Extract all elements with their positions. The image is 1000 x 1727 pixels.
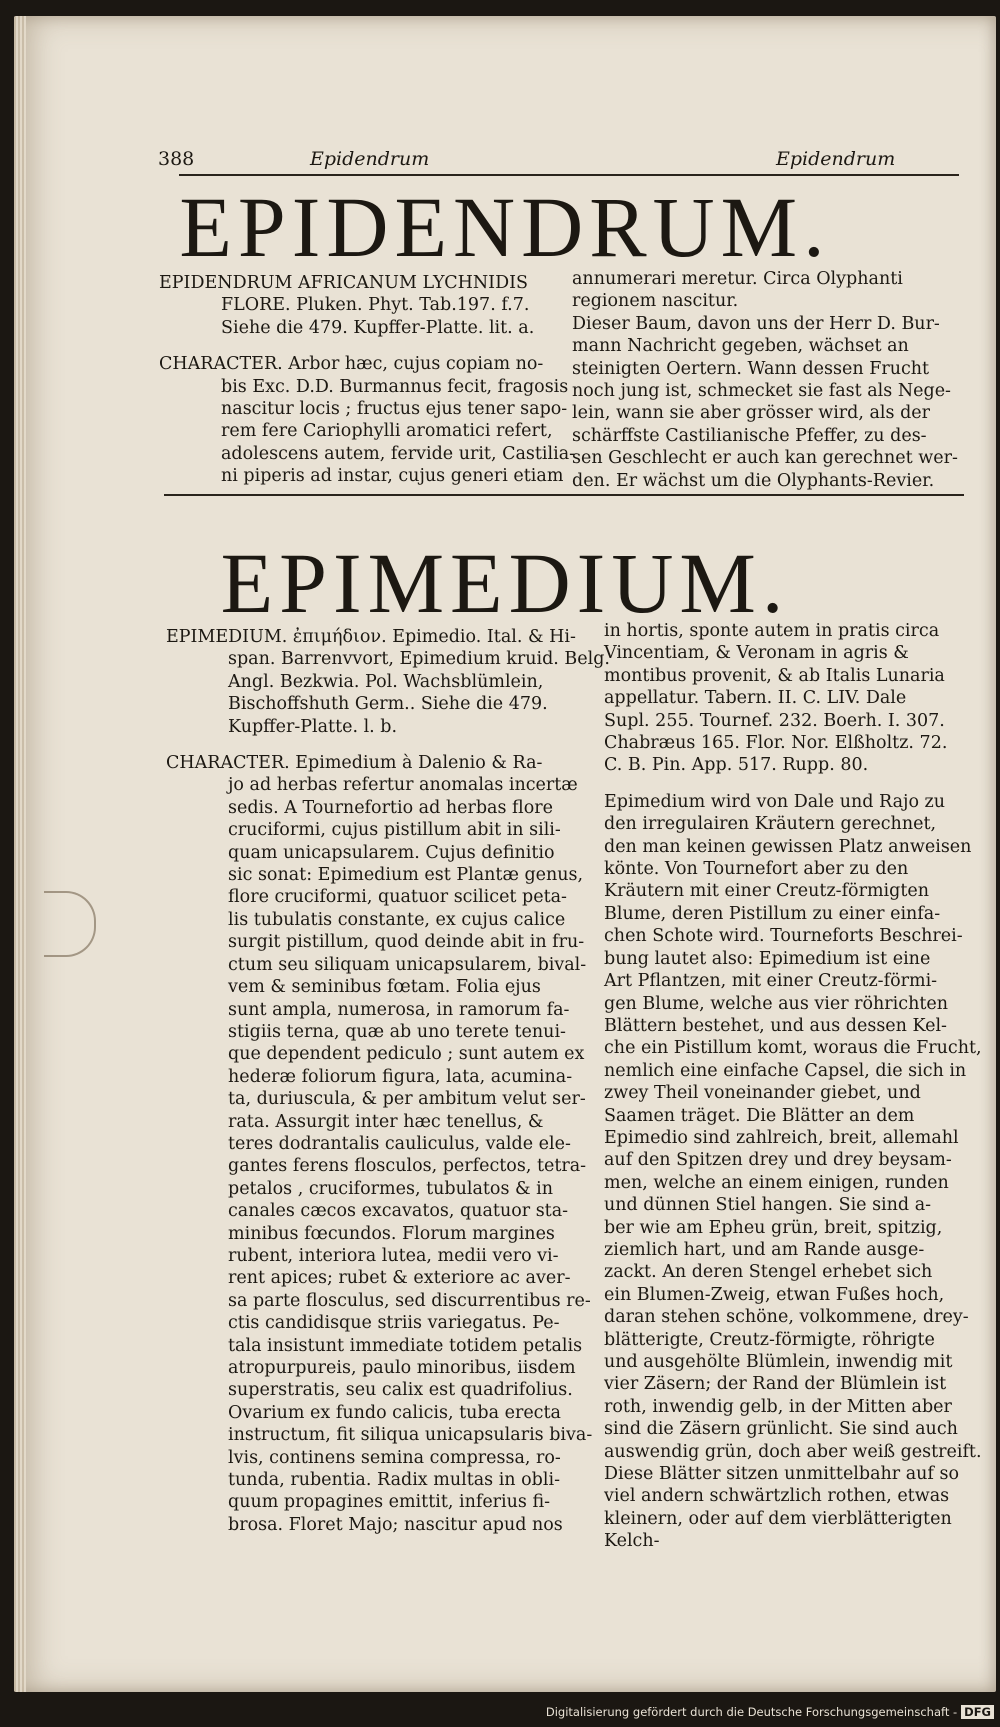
text-line: bis Exc. D.D. Burmannus fecit, fragosis (221, 376, 569, 397)
text-line: ctis candidisque striis variegatus. Pe- (228, 1313, 560, 1334)
text-line: lis tubulatis constante, ex cujus calice (228, 909, 566, 930)
text-line: Saamen träget. Die Blätter an dem (604, 1105, 915, 1126)
credit-text: Digitalisierung gefördert durch die Deutsche Forschungsgemeinschaft - (545, 1705, 958, 1719)
page-number: 388 (158, 148, 195, 170)
text-line: könte. Von Tournefort aber zu den (604, 859, 909, 880)
text-line: ni piperis ad instar, cujus generi etiam (221, 466, 564, 487)
text-line: regionem nascitur. (572, 291, 739, 312)
text-line: surgit pistillum, quod deinde abit in fru- (228, 932, 585, 953)
epimedium-right-column (604, 620, 984, 1553)
text-line: C. B. Pin. App. 517. Rupp. 80. (604, 755, 869, 776)
text-line: ber wie am Epheu grün, breit, spitzig, (604, 1217, 943, 1238)
text-line: Kräutern mit einer Creutz-förmigten (604, 881, 930, 902)
text-line: EPIDENDRUM AFRICANUM LYCHNIDIS (159, 273, 529, 293)
text-line: sedis. A Tournefortio ad herbas flore (228, 797, 553, 818)
text-line: instructum, fit siliqua unicapsularis biva- (228, 1425, 593, 1446)
text-line: rem fere Cariophylli aromatici refert, (221, 421, 553, 442)
text-line: ziemlich hart, und am Rande ausge- (604, 1239, 925, 1260)
section-title-epidendrum: EPIDENDRUM. (179, 179, 831, 275)
text-line: lein, wann sie aber grösser wird, als der (572, 403, 930, 424)
text-line: canales cæcos excavatos, quatuor sta- (228, 1201, 569, 1222)
text-line: daran stehen schöne, volkommene, drey- (604, 1307, 969, 1328)
text-line: montibus provenit, & ab Italis Lunaria (604, 665, 945, 686)
book-page (14, 16, 996, 1692)
section-divider (164, 494, 964, 496)
text-line: superstratis, seu calix est quadrifolius. (228, 1380, 573, 1401)
text-line: sen Geschlecht er auch kan gerechnet wer- (572, 448, 958, 469)
text-line: Art Pflantzen, mit einer Creutz-förmi- (604, 971, 938, 992)
text-line: appellatur. Tabern. II. C. LIV. Dale (604, 688, 907, 709)
text-line: Bischoffshuth Germ.. Siehe die 479. (228, 694, 548, 715)
text-line: blätterigte, Creutz-förmigte, röhrigte (604, 1329, 935, 1350)
text-line: tala insistunt immediate totidem petalis (228, 1335, 583, 1356)
text-line: rent apices; rubet & exteriore ac aver- (228, 1268, 571, 1289)
text-line: CHARACTER. Arbor hæc, cujus copiam no- (159, 354, 544, 375)
text-line: bung lautet also: Epimedium ist eine (604, 948, 931, 969)
text-line: mann Nachricht gegeben, wächset an (572, 336, 909, 357)
text-line: annumerari meretur. Circa Olyphanti (572, 269, 903, 289)
text-line: auswendig grün, doch aber weiß gestreift. (604, 1441, 982, 1462)
text-line: petalos , cruciformes, tubulatos & in (228, 1178, 554, 1199)
text-line: Chabræus 165. Flor. Nor. Elßholtz. 72. (604, 733, 948, 754)
text-line: ein Blumen-Zweig, etwan Fußes hoch, (604, 1284, 945, 1305)
text-line: zackt. An deren Stengel erhebet sich (604, 1262, 933, 1283)
text-line: ta, duriuscula, & per ambitum velut ser- (228, 1089, 586, 1110)
text-line (159, 339, 554, 353)
text-line: den man keinen gewissen Platz anweisen (604, 836, 972, 857)
text-line: hederæ foliorum figura, lata, acumina- (228, 1066, 573, 1087)
text-line: FLORE. Pluken. Phyt. Tab.197. f.7. (221, 295, 530, 316)
text-line: sic sonat: Epimedium est Plantæ genus, (228, 865, 584, 886)
epidendrum-right-column (572, 268, 967, 492)
page-clip-mark (44, 891, 96, 957)
text-line: que dependent pediculo ; sunt autem ex (228, 1044, 585, 1065)
text-line: che ein Pistillum komt, woraus die Frucht, (604, 1038, 982, 1059)
text-line: Dieser Baum, davon uns der Herr D. Bur- (572, 313, 940, 334)
text-line: brosa. Floret Majo; nascitur apud nos (228, 1514, 563, 1535)
text-line: auf den Spitzen drey und drey beysam- (604, 1150, 952, 1171)
epidendrum-left-column (159, 272, 576, 488)
text-line: steinigten Oertern. Wann dessen Frucht (572, 358, 930, 379)
text-line: quam unicapsularem. Cujus definitio (228, 842, 555, 863)
text-line: den. Er wächst um die Olyphants-Revier. (572, 470, 935, 491)
text-line: teres dodrantalis cauliculus, valde ele- (228, 1133, 571, 1154)
dfg-logo: DFG (961, 1705, 994, 1719)
text-line: vier Zäsern; der Rand der Blümlein ist (604, 1374, 947, 1395)
text-line: Supl. 255. Tournef. 232. Boerh. I. 307. (604, 710, 945, 731)
running-head-right: Epidendrum (776, 148, 896, 170)
text-line: ctum seu siliquam unicapsularem, bival- (228, 954, 587, 975)
text-line: viel andern schwärtzlich rothen, etwas (604, 1486, 950, 1507)
text-line: jo ad herbas refertur anomalas incertæ (228, 775, 578, 796)
text-line: span. Barrenvvort, Epimedium kruid. Belg. (228, 649, 610, 670)
text-line: adolescens autem, fervide urit, Castilia- (221, 443, 576, 464)
text-line (166, 738, 576, 752)
text-line: zwey Theil voneinander giebet, und (604, 1083, 921, 1104)
text-line: quum propagines emittit, inferius fi- (228, 1492, 551, 1513)
header-rule (179, 174, 959, 176)
text-line: chen Schote wird. Tourneforts Beschrei- (604, 926, 963, 947)
text-line: Kelch- (604, 1531, 660, 1552)
epimedium-left-column (166, 626, 610, 1536)
text-line (604, 777, 984, 791)
text-line: sa parte flosculus, sed discurrentibus re- (228, 1290, 591, 1311)
text-line: nemlich eine einfache Capsel, die sich in (604, 1060, 967, 1081)
text-line: Kupffer-Platte. l. b. (228, 716, 398, 737)
text-line: Angl. Bezkwia. Pol. Wachsblümlein, (228, 671, 544, 692)
text-line: vem & seminibus fœtam. Folia ejus (228, 977, 541, 998)
text-line: atropurpureis, paulo minoribus, iisdem (228, 1358, 576, 1378)
text-line: minibus fœcundos. Florum margines (228, 1223, 555, 1244)
text-line: CHARACTER. Epimedium à Dalenio & Ra- (166, 753, 543, 774)
text-line: Siehe die 479. Kupffer-Platte. lit. a. (221, 317, 535, 338)
text-line: sind die Zäsern grünlicht. Sie sind auch (604, 1419, 958, 1440)
text-line: und ausgehölte Blümlein, inwendig mit (604, 1352, 953, 1372)
text-line: roth, inwendig gelb, in der Mitten aber (604, 1396, 952, 1417)
section-title-epimedium: EPIMEDIUM. (220, 535, 790, 631)
text-line: den irregulairen Kräutern gerechnet, (604, 814, 937, 835)
text-line: gantes ferens flosculos, perfectos, tetra- (228, 1156, 587, 1177)
running-head-left: Epidendrum (310, 148, 430, 170)
text-line: schärffste Castilianische Pfeffer, zu des- (572, 425, 927, 446)
text-line: gen Blume, welche aus vier röhrichten (604, 993, 949, 1014)
text-line: Diese Blätter sitzen unmittelbahr auf so (604, 1464, 959, 1485)
text-line: noch jung ist, schmecket sie fast als Nege- (572, 381, 951, 402)
text-line: in hortis, sponte autem in pratis circa (604, 621, 940, 641)
text-line: nascitur locis ; fructus ejus tener sapo- (221, 399, 568, 420)
text-line: Epimedium wird von Dale und Rajo zu (604, 791, 946, 812)
text-line: Blättern bestehet, und aus dessen Kel- (604, 1015, 947, 1036)
text-line: Ovarium ex fundo calicis, tuba erecta (228, 1402, 561, 1423)
text-line: rubent, interiora lutea, medii vero vi- (228, 1245, 559, 1266)
text-line: lvis, continens semina compressa, ro- (228, 1447, 561, 1468)
text-line: flore cruciformi, quatuor scilicet peta- (228, 887, 567, 908)
text-line: Epimedio sind zahlreich, breit, allemahl (604, 1127, 959, 1148)
text-line: stigiis terna, quæ ab uno terete tenui- (228, 1021, 566, 1042)
text-line: tunda, rubentia. Radix multas in obli- (228, 1470, 560, 1491)
text-line: Vincentiam, & Veronam in agris & (604, 643, 909, 664)
digitization-credit (546, 1705, 994, 1719)
text-line: EPIMEDIUM. ἐπιμήδιον. Epimedio. Ital. & Hi- (166, 627, 576, 647)
text-line: cruciformi, cujus pistillum abit in sili- (228, 820, 561, 841)
text-line: rata. Assurgit inter hæc tenellus, & (228, 1111, 544, 1132)
text-line: men, welche an einem einigen, runden (604, 1172, 949, 1193)
text-line: kleinern, oder auf dem vierblätterigten (604, 1508, 952, 1529)
text-line: und dünnen Stiel hangen. Sie sind a- (604, 1195, 932, 1216)
text-line: sunt ampla, numerosa, in ramorum fa- (228, 999, 570, 1020)
text-line: Blume, deren Pistillum zu einer einfa- (604, 903, 941, 924)
